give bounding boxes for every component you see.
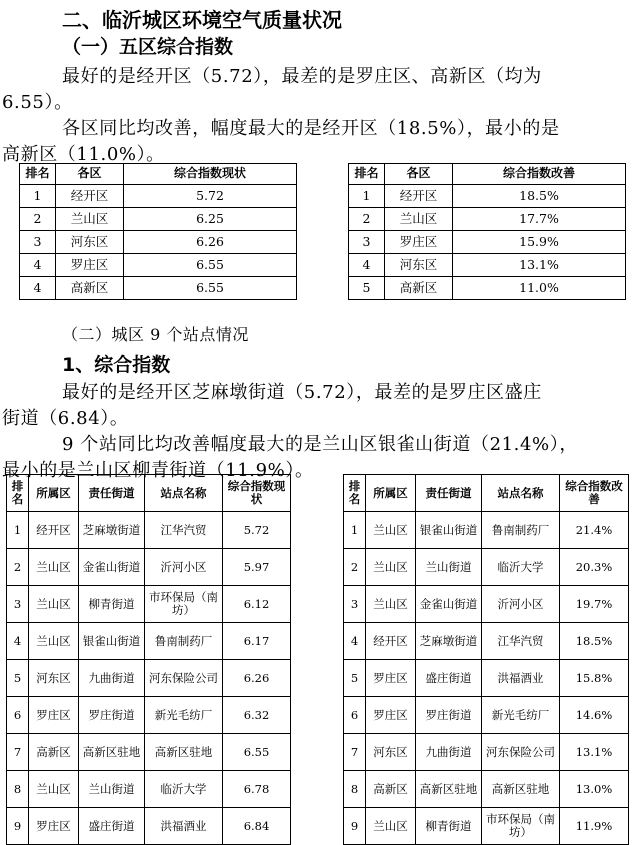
table-cell: 5	[7, 660, 29, 697]
table-cell: 罗庄区	[385, 231, 453, 254]
table-row	[344, 549, 629, 586]
table-cell: 九曲街道	[79, 660, 145, 697]
table-cell: 11.0%	[453, 277, 626, 300]
table-cell: 1	[20, 185, 56, 208]
table-cell: 5	[344, 660, 366, 697]
table-cell: 兰山区	[29, 586, 79, 623]
table-cell: 9	[344, 808, 366, 845]
table-cell: 金雀山街道	[416, 586, 482, 623]
table-cell: 3	[7, 586, 29, 623]
table-cell: 4	[20, 254, 56, 277]
column-header: 站点名称	[145, 475, 223, 512]
table-cell: 鲁南制药厂	[145, 623, 223, 660]
column-header: 排名	[7, 475, 29, 512]
table-cell: 6.26	[223, 660, 291, 697]
table-cell: 6.84	[223, 808, 291, 845]
table-cell: 经开区	[56, 185, 124, 208]
table-cell: 6.25	[124, 208, 297, 231]
para-1-line-1: 最好的是经开区（5.72），最差的是罗庄区、高新区（均为	[62, 66, 542, 87]
table-header-row	[7, 475, 291, 512]
column-header: 所属区	[29, 475, 79, 512]
table-cell: 九曲街道	[416, 734, 482, 771]
table-row	[7, 771, 291, 808]
table-cell: 17.7%	[453, 208, 626, 231]
table-cell: 4	[7, 623, 29, 660]
table-cell: 柳青街道	[416, 808, 482, 845]
table-cell: 18.5%	[560, 623, 629, 660]
table-cell: 新光毛纺厂	[482, 697, 560, 734]
table-cell: 2	[20, 208, 56, 231]
table-cell: 柳青街道	[79, 586, 145, 623]
column-header: 综合指数现状	[124, 164, 297, 185]
table-cell: 14.6%	[560, 697, 629, 734]
table-cell: 3	[20, 231, 56, 254]
column-header: 责任街道	[416, 475, 482, 512]
table-cell: 市环保局（南坊）	[145, 586, 223, 623]
table-cell: 3	[349, 231, 385, 254]
table-row	[7, 697, 291, 734]
column-header: 各区	[56, 164, 124, 185]
table-cell: 6.32	[223, 697, 291, 734]
table-cell: 江华汽贸	[482, 623, 560, 660]
table-cell: 新光毛纺厂	[145, 697, 223, 734]
para-4-line-2: 最小的是兰山区柳青街道（11.9%）。	[2, 460, 314, 481]
table-cell: 高新区驻地	[145, 734, 223, 771]
table-cell: 15.8%	[560, 660, 629, 697]
table-row	[7, 734, 291, 771]
table-cell: 兰山区	[366, 586, 416, 623]
table-row	[349, 254, 626, 277]
table-row	[20, 208, 297, 231]
table-cell: 兰山区	[29, 549, 79, 586]
table-row	[7, 549, 291, 586]
para-2-line-2: 高新区（11.0%）。	[2, 144, 165, 165]
table-cell: 15.9%	[453, 231, 626, 254]
table-row	[344, 660, 629, 697]
table-district-index	[19, 163, 297, 300]
table-cell: 罗庄区	[56, 254, 124, 277]
table-cell: 兰山区	[366, 808, 416, 845]
table-row	[7, 623, 291, 660]
table-cell: 6.26	[124, 231, 297, 254]
para-3-line-2: 街道（6.84）。	[2, 408, 129, 429]
table-cell: 13.1%	[560, 734, 629, 771]
table-cell: 洪福酒业	[482, 660, 560, 697]
table-row	[349, 277, 626, 300]
table-row	[20, 231, 297, 254]
table-header-row	[344, 475, 629, 512]
table-cell: 罗庄街道	[416, 697, 482, 734]
table-row	[344, 734, 629, 771]
column-header: 所属区	[366, 475, 416, 512]
table-row	[349, 231, 626, 254]
table-row	[344, 771, 629, 808]
column-header: 排名	[349, 164, 385, 185]
column-header: 排名	[20, 164, 56, 185]
table-header-row	[20, 164, 297, 185]
table-station-index	[6, 474, 291, 845]
table-cell: 沂河小区	[482, 586, 560, 623]
table-cell: 11.9%	[560, 808, 629, 845]
table-cell: 6.55	[223, 734, 291, 771]
table-cell: 经开区	[29, 512, 79, 549]
table-cell: 鲁南制药厂	[482, 512, 560, 549]
table-cell: 罗庄街道	[79, 697, 145, 734]
table-cell: 临沂大学	[482, 549, 560, 586]
table-cell: 兰山区	[366, 549, 416, 586]
subsection-1-title: （一）五区综合指数	[62, 36, 234, 58]
table-cell: 1	[7, 512, 29, 549]
table-cell: 3	[344, 586, 366, 623]
table-cell: 19.7%	[560, 586, 629, 623]
table-cell: 洪福酒业	[145, 808, 223, 845]
subsection-2-title: （二）城区 9 个站点情况	[62, 325, 249, 344]
table-row	[20, 254, 297, 277]
table-cell: 高新区驻地	[482, 771, 560, 808]
column-header: 站点名称	[482, 475, 560, 512]
table-cell: 高新区驻地	[416, 771, 482, 808]
table-cell: 5	[349, 277, 385, 300]
table-row	[7, 586, 291, 623]
table-cell: 5.97	[223, 549, 291, 586]
table-cell: 金雀山街道	[79, 549, 145, 586]
table-row	[20, 277, 297, 300]
table-cell: 沂河小区	[145, 549, 223, 586]
table-cell: 13.1%	[453, 254, 626, 277]
table-cell: 河东区	[29, 660, 79, 697]
table-row	[20, 185, 297, 208]
table-cell: 5.72	[124, 185, 297, 208]
table-cell: 河东区	[385, 254, 453, 277]
table-cell: 1	[344, 512, 366, 549]
column-header: 综合指数现状	[223, 475, 291, 512]
table-cell: 6.78	[223, 771, 291, 808]
table-cell: 芝麻墩街道	[416, 623, 482, 660]
table-cell: 2	[7, 549, 29, 586]
table-cell: 7	[344, 734, 366, 771]
table-district-improve	[348, 163, 626, 300]
table-cell: 盛庄街道	[416, 660, 482, 697]
table-row	[344, 512, 629, 549]
para-3-line-1: 最好的是经开区芝麻墩街道（5.72），最差的是罗庄区盛庄	[62, 382, 542, 403]
table-cell: 7	[7, 734, 29, 771]
table-cell: 20.3%	[560, 549, 629, 586]
table-cell: 6	[7, 697, 29, 734]
table-cell: 银雀山街道	[416, 512, 482, 549]
para-4-line-1: 9 个站同比均改善幅度最大的是兰山区银雀山街道（21.4%），	[62, 434, 578, 455]
table-row	[7, 808, 291, 845]
table-cell: 盛庄街道	[79, 808, 145, 845]
table-cell: 4	[349, 254, 385, 277]
table-cell: 兰山街道	[416, 549, 482, 586]
table-cell: 芝麻墩街道	[79, 512, 145, 549]
table-station-improve	[343, 474, 629, 845]
table-cell: 9	[7, 808, 29, 845]
table-cell: 兰山街道	[79, 771, 145, 808]
table-cell: 高新区	[366, 771, 416, 808]
table-cell: 18.5%	[453, 185, 626, 208]
table-cell: 6.55	[124, 277, 297, 300]
table-cell: 6.17	[223, 623, 291, 660]
table-cell: 8	[344, 771, 366, 808]
table-cell: 4	[344, 623, 366, 660]
table-row	[344, 586, 629, 623]
table-cell: 6.12	[223, 586, 291, 623]
table-cell: 河东区	[56, 231, 124, 254]
table-cell: 罗庄区	[366, 697, 416, 734]
table-cell: 21.4%	[560, 512, 629, 549]
table-cell: 兰山区	[385, 208, 453, 231]
column-header: 责任街道	[79, 475, 145, 512]
table-cell: 高新区驻地	[79, 734, 145, 771]
table-cell: 罗庄区	[29, 808, 79, 845]
table-cell: 兰山区	[29, 623, 79, 660]
table-header-row	[349, 164, 626, 185]
column-header: 综合指数改善	[560, 475, 629, 512]
table-cell: 2	[344, 549, 366, 586]
table-cell: 罗庄区	[366, 660, 416, 697]
table-row	[7, 660, 291, 697]
table-row	[344, 697, 629, 734]
subsection-2-1-title: 1、综合指数	[62, 354, 171, 376]
table-cell: 江华汽贸	[145, 512, 223, 549]
table-row	[7, 512, 291, 549]
table-cell: 6.55	[124, 254, 297, 277]
table-cell: 经开区	[385, 185, 453, 208]
table-cell: 5.72	[223, 512, 291, 549]
table-cell: 13.0%	[560, 771, 629, 808]
table-cell: 兰山区	[29, 771, 79, 808]
table-cell: 罗庄区	[29, 697, 79, 734]
table-cell: 市环保局（南坊）	[482, 808, 560, 845]
column-header: 排名	[344, 475, 366, 512]
table-cell: 经开区	[366, 623, 416, 660]
table-cell: 兰山区	[56, 208, 124, 231]
table-cell: 兰山区	[366, 512, 416, 549]
para-2-line-1: 各区同比均改善，幅度最大的是经开区（18.5%），最小的是	[62, 118, 560, 139]
table-cell: 临沂大学	[145, 771, 223, 808]
table-cell: 河东保险公司	[145, 660, 223, 697]
table-row	[344, 808, 629, 845]
table-row	[349, 185, 626, 208]
column-header: 各区	[385, 164, 453, 185]
table-cell: 河东保险公司	[482, 734, 560, 771]
table-row	[349, 208, 626, 231]
table-cell: 4	[20, 277, 56, 300]
table-cell: 银雀山街道	[79, 623, 145, 660]
table-cell: 8	[7, 771, 29, 808]
para-1-line-2: 6.55）。	[2, 92, 73, 113]
table-cell: 河东区	[366, 734, 416, 771]
table-row	[344, 623, 629, 660]
table-cell: 1	[349, 185, 385, 208]
table-cell: 高新区	[385, 277, 453, 300]
table-cell: 高新区	[29, 734, 79, 771]
table-cell: 高新区	[56, 277, 124, 300]
table-cell: 6	[344, 697, 366, 734]
section-title: 二、临沂城区环境空气质量状况	[62, 8, 342, 32]
table-cell: 2	[349, 208, 385, 231]
column-header: 综合指数改善	[453, 164, 626, 185]
